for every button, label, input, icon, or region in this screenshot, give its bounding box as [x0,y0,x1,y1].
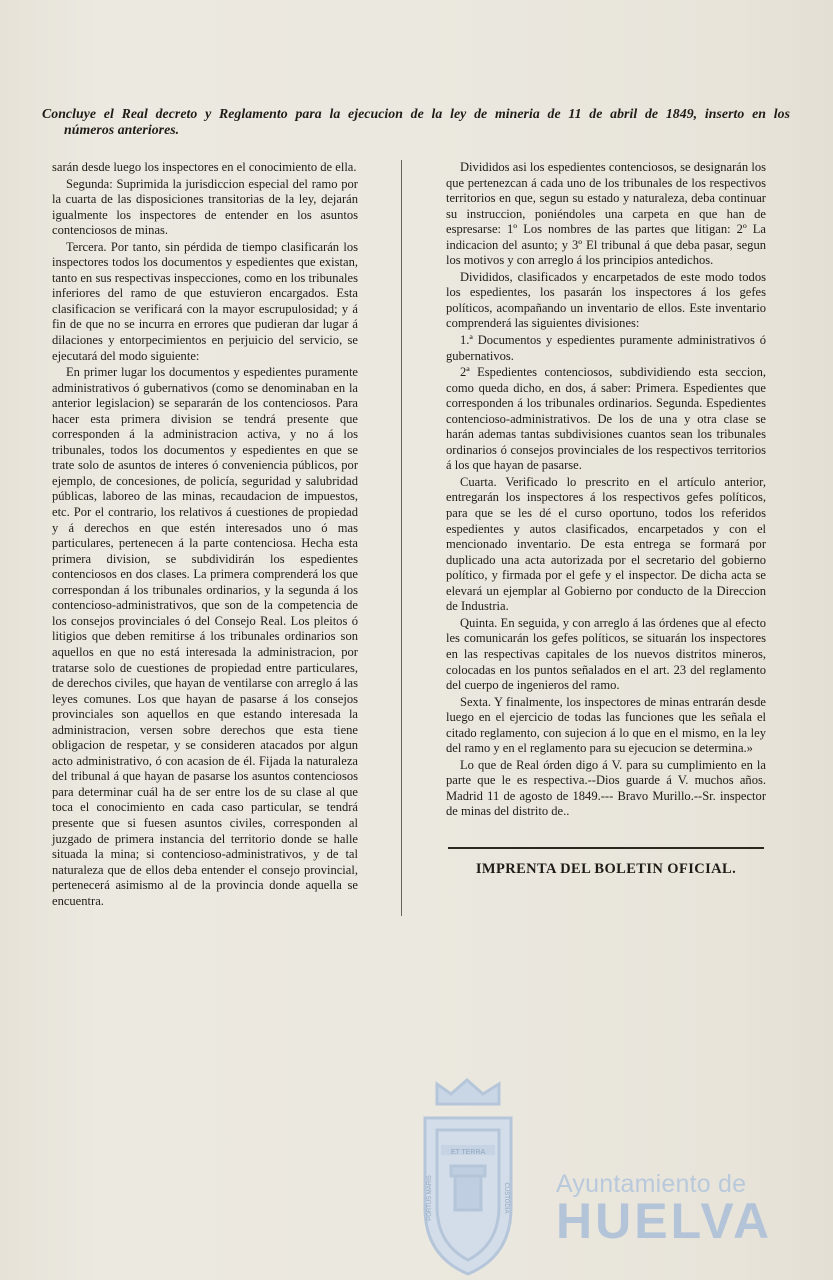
watermark-line-1: Ayuntamiento de [556,1170,747,1198]
svg-text:CUSTODIA: CUSTODIA [503,1182,509,1214]
header-line-2: números anteriores. [64,122,180,137]
paragraph: Divididos, clasificados y encarpetados de este modo todos los espedientes, los pasarán los inspectores á los gefes políticos, acompañando un inventario de ellos. Este inventario comprenderá las siguientes divisiones: [446,269,766,331]
header-line-1: Concluye el Real decreto y Reglamento para la ejecucion de la ley de mineria de 11 de abril de 1849, inserto en los [42,106,790,121]
paragraph: 1.ª Documentos y espedientes puramente administrativos ó gubernativos. [446,333,766,363]
svg-text:ET TERRA: ET TERRA [450,1149,486,1156]
paragraph: Quinta. En seguida, y con arreglo á las órdenes que al efecto les comunicarán los gefes políticos, se situarán los inspectores en las respectivas capitales de los nuevos distritos mineros, colocadas en los puntos señalados en el art. 23 del reglamento del cuerpo de ingenieros del ramo. [446,615,766,693]
imprint-line: IMPRENTA DEL BOLETIN OFICIAL. [475,861,737,877]
paragraph: Lo que de Real órden digo á V. para su cumplimiento en la parte que le es respectiva.--Dios guarde á V. muchos años. Madrid 11 de agosto de 1849.--- Bravo Murillo.--Sr. inspector de minas del distrito de.. [446,757,766,819]
imprint-rule [448,847,764,849]
watermark-line-2: HUELVA [556,1193,773,1249]
paragraph: Segunda: Suprimida la jurisdiccion especial del ramo por la cuarta de las disposiciones transitorias de la ley, dejarán igualmente los inspectores de entender en los asuntos contenciosos de minas. [52,176,358,238]
paragraph: En primer lugar los documentos y espedientes puramente administrativos ó gubernativos (como se denominaban en la anterior legislacion) se separarán de los contenciosos. Para hacer esta primera division se tendrá presente que corresponden á la administracion activa, y no á los tribunales, todos los documentos y espedientes en que se trate solo de asuntos de interes ó conveniencia públicos, por ejemplo, de concesiones, de policía, seguridad y salubridad públicas, laboreo de las minas, recaudacion de impuestos, etc. Por el contrario, los relativos á cuestiones de propiedad y á derechos en que estén interesados uno ó mas particulares, pertenecen á la parte contenciosa. Hecha esta primera division, se subdividirán los espedientes contenciosos en dos clases. La primera comprenderá los que correspondan á los tribunales ordinarios, y la segunda á los contencioso-administrativos, que son de la competencia de los consejos provinciales ó del Consejo Real. Los pleitos ó litigios que deben remitirse á los tribunales ordinarios son aquellos en que no está interesada la administracion, por tratarse solo de cuestiones de propiedad entre particulares, de derechos civiles, que hayan de ventilarse con arreglo á las leyes comunes. Los que hayan de pasarse á los consejos provinciales son aquellos en que estando interesada la administracion, versen sobre derechos que esta tiene obligacion de respetar, y se consideren atacados por algun acto administrativo, ó con acasion de él. Fijada la naturaleza del tribunal á que hayan de pasarse los asuntos contenciosos para determinar cuál ha de ser entre los de su clase al que toca el conocimiento en cada caso particular, se tendrá presente que si fuesen asuntos civiles, corresponden al juzgado de primera instancia del territorio donde se halle situada la mina; si contencioso-administrativos, y de tal naturaleza que de ellos deba entender el consejo provincial, pertenecerá asimismo al de la provincia donde aquella se encuentra. [52,365,358,908]
paragraph: 2ª Espedientes contenciosos, subdividiendo esta seccion, como queda dicho, en dos, á saber: Primera. Espedientes que corresponden á los tribunales ordinarios. Segunda. Espedientes contencioso-administrativos. De los de una y otra clase se harán ademas tantas subdivisiones cuantos sean los tribunales ordinarios ó consejos provinciales de los respectivos territorios á los que hayan de pasarse. [446,365,766,473]
page-header [42,106,790,138]
paragraph: Cuarta. Verificado lo prescrito en el artículo anterior, entregarán los inspectores á los respectivos gefes políticos, para que se les dé el curso oportuno, todos los referidos espedientes y autos clasificados, encarpetados y con el mencionado inventario. De esta entrega se formará por duplicado una acta autorizada por el secretario del gobierno político, y firmada por el gefe y el inspector. De dicha acta se elevará un ejemplar al Gobierno por conducto de la Direccion de Industria. [446,474,766,614]
left-column [52,160,358,909]
paragraph: Sexta. Y finalmente, los inspectores de minas entrarán desde luego en el ejercicio de todas las funciones que les señala el citado reglamento, con sujecion á lo que en el mismo, en la ley del ramo y en el reglamento para su ejecucion se determina.» [446,694,766,756]
paragraph: Tercera. Por tanto, sin pérdida de tiempo clasificarán los inspectores todos los documentos y espedientes que existan, tanto en sus respectivas inspecciones, como en los tribunales inferiores del ramo de que estuvieron encargados. Esta clasificacion se verificará con la mayor escrupulosidad; y á fin de que no se incurra en errores que pudieran dar lugar á dilaciones y entorpecimientos en perjuicio del servicio, se ejecutará del modo siguiente: [52,239,358,363]
paragraph: sarán desde luego los inspectores en el conocimiento de ella. [52,160,357,174]
column-divider [401,160,402,916]
right-column [446,160,766,820]
svg-text:PORTUS MARIS: PORTUS MARIS [427,1175,433,1221]
paragraph: Divididos asi los espedientes contenciosos, se designarán los que pertenezcan á cada uno de los tribunales de los respectivos territorios en que, segun su estado y naturaleza, deba continuar su instruccion, poniéndoles una carpeta en que han de espresarse: 1º Los nombres de las partes que litigan: 2º La indicacion del asunto; y 3º El tribunal á que deba pasar, segun los motivos y con arreglo á los principios antedichos. [446,160,766,268]
